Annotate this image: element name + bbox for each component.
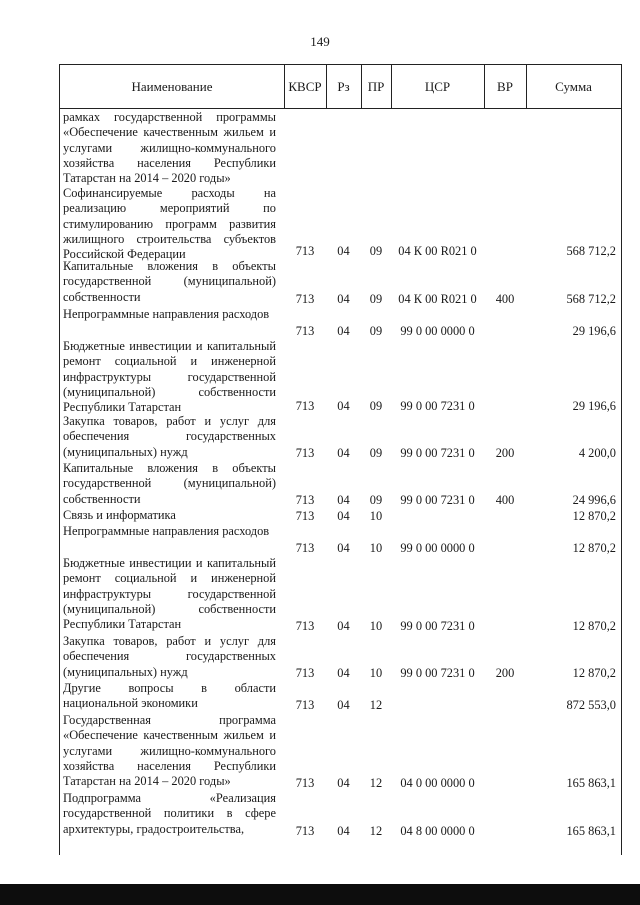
cell-vr: 400 — [495, 492, 515, 507]
scan-edge-bar — [0, 884, 640, 905]
cell-csr: 99 0 00 7231 0 — [400, 445, 475, 460]
cell-sum: 24 996,6 — [572, 492, 616, 507]
cell-pr: 12 — [369, 823, 383, 838]
row-name: Бюджетные инвестиции и капитальный ремонт социальной и инженерной инфраструктуры государственной (муниципальной) собственности Республики Татарстан — [63, 339, 276, 415]
cell-rz: 04 — [337, 540, 350, 555]
table-row — [60, 186, 621, 262]
header-kvsr: КВСР — [288, 78, 322, 94]
cell-sum: 4 200,0 — [578, 445, 616, 460]
cell-sum: 568 712,2 — [566, 291, 616, 306]
cell-pr: 10 — [369, 618, 383, 633]
table-row — [60, 634, 621, 681]
cell-pr: 10 — [369, 508, 383, 523]
cell-kvsr: 713 — [295, 775, 315, 790]
row-name: Капитальные вложения в объекты государственной (муниципальной) собственности — [63, 259, 276, 304]
cell-sum: 165 863,1 — [566, 823, 616, 838]
cell-kvsr: 713 — [295, 492, 315, 507]
table-row — [60, 791, 621, 839]
table-row — [60, 307, 621, 339]
table-row — [60, 713, 621, 791]
cell-kvsr: 713 — [295, 445, 315, 460]
cell-sum: 12 870,2 — [572, 665, 616, 680]
budget-table — [59, 64, 622, 855]
cell-csr: 04 8 00 0000 0 — [400, 823, 475, 838]
cell-kvsr: 713 — [295, 540, 315, 555]
cell-csr: 99 0 00 7231 0 — [400, 665, 475, 680]
cell-vr: 200 — [495, 445, 515, 460]
row-name: Непрограммные направления расходов — [63, 524, 270, 538]
cell-csr: 04 0 00 0000 0 — [400, 775, 475, 790]
header-pr: ПР — [367, 78, 385, 94]
cell-rz: 04 — [337, 823, 350, 838]
cell-csr: 99 0 00 0000 0 — [400, 323, 475, 338]
row-name: Капитальные вложения в объекты государственной (муниципальной) собственности — [63, 461, 276, 506]
table-row — [60, 461, 621, 508]
header-rz: Рз — [337, 78, 350, 94]
cell-pr: 09 — [369, 445, 383, 460]
header-sum: Сумма — [555, 78, 592, 94]
cell-sum: 165 863,1 — [566, 775, 616, 790]
cell-kvsr: 713 — [295, 665, 315, 680]
cell-kvsr: 713 — [295, 291, 315, 306]
cell-csr: 99 0 00 0000 0 — [400, 540, 475, 555]
header-divider — [60, 108, 621, 109]
cell-kvsr: 713 — [295, 618, 315, 633]
table-row — [60, 110, 621, 186]
cell-pr: 09 — [369, 492, 383, 507]
cell-rz: 04 — [337, 398, 350, 413]
cell-sum: 29 196,6 — [572, 323, 616, 338]
cell-pr: 10 — [369, 665, 383, 680]
cell-kvsr: 713 — [295, 823, 315, 838]
cell-sum: 12 870,2 — [572, 618, 616, 633]
cell-csr: 99 0 00 7231 0 — [400, 398, 475, 413]
table-row — [60, 508, 621, 524]
cell-rz: 04 — [337, 618, 350, 633]
cell-rz: 04 — [337, 665, 350, 680]
cell-rz: 04 — [337, 243, 350, 258]
table-body — [60, 110, 621, 839]
cell-sum: 568 712,2 — [566, 243, 616, 258]
cell-rz: 04 — [337, 492, 350, 507]
cell-pr: 12 — [369, 697, 383, 712]
cell-rz: 04 — [337, 323, 350, 338]
cell-kvsr: 713 — [295, 508, 315, 523]
table-row — [60, 681, 621, 713]
cell-pr: 12 — [369, 775, 383, 790]
row-name: Софинансируемые расходы на реализацию мероприятий по стимулированию программ развития жилищного строительства субъектов Российской Федерации — [63, 186, 276, 262]
cell-pr: 09 — [369, 243, 383, 258]
cell-vr: 200 — [495, 665, 515, 680]
cell-rz: 04 — [337, 775, 350, 790]
cell-kvsr: 713 — [295, 243, 315, 258]
cell-rz: 04 — [337, 291, 350, 306]
row-name: Закупка товаров, работ и услуг для обеспечения государственных (муниципальных) нужд — [63, 414, 276, 459]
cell-sum: 29 196,6 — [572, 398, 616, 413]
table-row — [60, 524, 621, 556]
cell-pr: 09 — [369, 323, 383, 338]
row-name: Подпрограмма «Реализация государственной политики в сфере архитектуры, градостроительства, — [63, 791, 276, 836]
table-row — [60, 556, 621, 634]
cell-csr: 99 0 00 7231 0 — [400, 618, 475, 633]
cell-sum: 872 553,0 — [566, 697, 616, 712]
cell-kvsr: 713 — [295, 697, 315, 712]
row-name: рамках государственной программы «Обеспечение качественным жильем и услугами жилищно-коммунального хозяйства населения Республики Татарстан на 2014 – 2020 годы» — [63, 110, 276, 186]
cell-rz: 04 — [337, 445, 350, 460]
row-name: Связь и информатика — [63, 508, 176, 522]
cell-pr: 09 — [369, 291, 383, 306]
cell-kvsr: 713 — [295, 398, 315, 413]
cell-csr: 04 К 00 R021 0 — [398, 291, 477, 306]
cell-pr: 09 — [369, 398, 383, 413]
cell-csr: 04 К 00 R021 0 — [398, 243, 477, 258]
cell-rz: 04 — [337, 508, 350, 523]
row-name: Другие вопросы в области национальной экономики — [63, 681, 276, 711]
cell-kvsr: 713 — [295, 323, 315, 338]
cell-csr: 99 0 00 7231 0 — [400, 492, 475, 507]
row-name: Непрограммные направления расходов — [63, 307, 270, 321]
cell-pr: 10 — [369, 540, 383, 555]
cell-sum: 12 870,2 — [572, 540, 616, 555]
table-row — [60, 259, 621, 307]
cell-sum: 12 870,2 — [572, 508, 616, 523]
header-name: Наименование — [131, 78, 213, 94]
row-name: Закупка товаров, работ и услуг для обеспечения государственных (муниципальных) нужд — [63, 634, 276, 679]
row-name: Бюджетные инвестиции и капитальный ремонт социальной и инженерной инфраструктуры государственной (муниципальной) собственности Республики Татарстан — [63, 556, 276, 632]
cell-rz: 04 — [337, 697, 350, 712]
page-number: 149 — [310, 34, 330, 49]
cell-vr: 400 — [495, 291, 515, 306]
header-vr: ВР — [497, 78, 513, 94]
table-row — [60, 339, 621, 414]
row-name: Государственная программа «Обеспечение качественным жильем и услугами жилищно-коммунального хозяйства населения Республики Татарстан на 2014 – 2020 годы» — [63, 713, 276, 789]
header-csr: ЦСР — [424, 78, 451, 94]
table-row — [60, 414, 621, 461]
